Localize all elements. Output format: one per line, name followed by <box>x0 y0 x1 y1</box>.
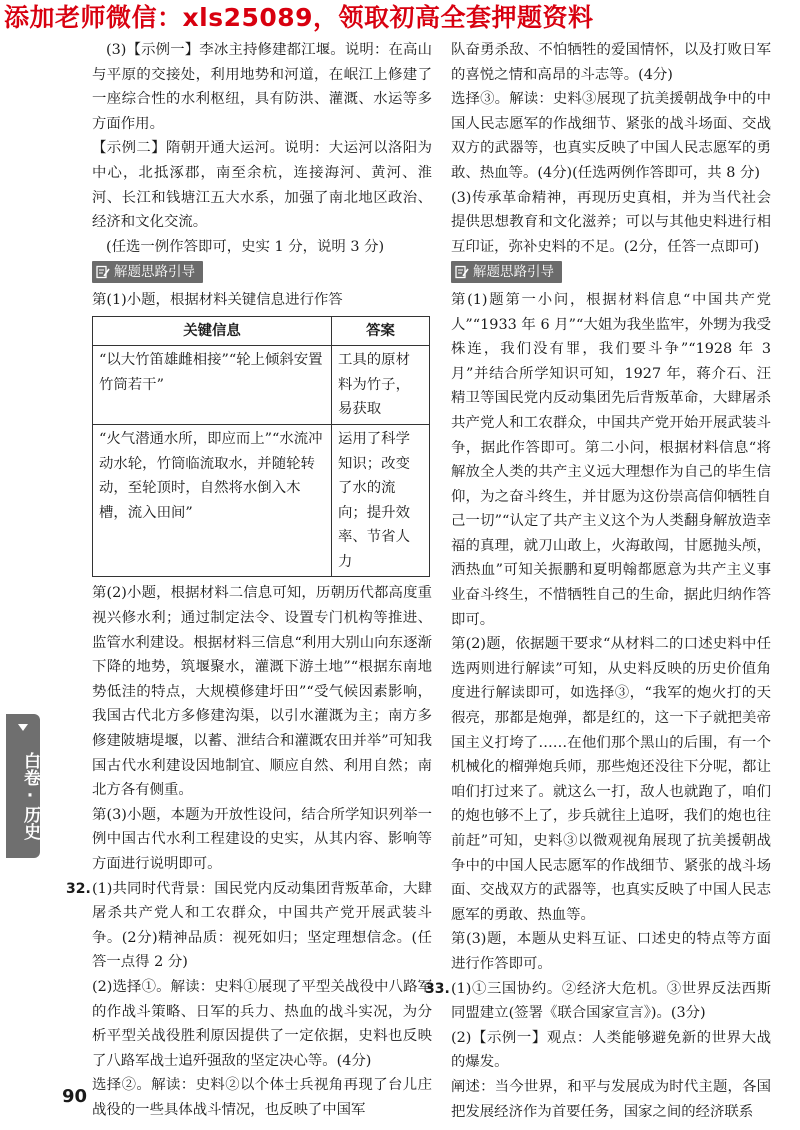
guide-heading-label: 解题思路引导 <box>473 264 554 281</box>
answer-paragraph: 选择③。解读：史料③展现了抗美援朝战争中的中国人民志愿军的作战细节、紧张的战斗场面、交战双方的武器等，也真实反映了中国人民志愿军的勇敢、热血等。(4分)(任选两例作答即可，共 8 分) <box>451 91 771 181</box>
guide-heading <box>451 261 562 283</box>
side-tab-label: 白卷·历史 <box>20 752 40 840</box>
table-cell: 运用了科学知识；改变了水的流向；提升效率、节省人力 <box>332 424 430 577</box>
table-cell: “以大竹笛雄雌相接”“轮上倾斜安置竹筒若干” <box>93 346 332 425</box>
promo-banner: 添加老师微信：xls25089，领取初高全套押题资料 <box>4 3 594 32</box>
answer-paragraph: 第(3)小题，本题为开放性设问，结合所学知识列举一例中国古代水利工程建设的史实，从其内容、影响等方面进行说明即可。 <box>92 806 432 872</box>
answer-paragraph: 阐述：当今世界，和平与发展成为时代主题，各国把发展经济作为首要任务，国家之间的经济联系 <box>451 1078 771 1120</box>
question-number: 33. <box>425 980 450 997</box>
answer-paragraph: 选择②。解读：史料②以个体士兵视角再现了台儿庄战役的一些具体战斗情况，也反映了中国军 <box>92 1077 432 1118</box>
triangle-down-icon <box>18 724 28 731</box>
answer-paragraph: 队奋勇杀敌、不怕牺牲的爱国情怀，以及打败日军的喜悦之情和高昂的斗志等。(4分) <box>451 42 771 83</box>
table-cell: “火气潜通水所，即应而上”“水流冲动水轮，竹筒临流取水，并随轮转动，至轮顶时，自然将水倒入木槽，流入田间” <box>93 424 332 577</box>
right-column <box>425 38 771 1124</box>
table-row <box>93 424 430 577</box>
question-32-answer <box>66 877 432 975</box>
answer-text: (1)①三国协约。②经济大危机。③世界反法西斯同盟建立(签署《联合国家宣言》)。(3分) <box>451 980 771 1022</box>
subject-side-tab <box>6 714 40 858</box>
question-number: 32. <box>66 880 91 897</box>
answer-paragraph: 第(2)题，依据题干要求“从材料二的口述史料中任选两则进行解读”可知，从史料反映的历史价值角度进行解读即可，如选择③，“我军的炮火打的天徦亮，那都是炮弹，都是红的，这一下子就把美帝国主义打垮了……在他们那个黑山的后围，有一个机械化的榴弹炮兵师，那些炮还没往下分呢，都让咱们打过来了。就这么一打，敌人也就跑了，咱们的炮也够不上了，步兵就往上追呀，我们的炮也往前赶”可知，史料③以微观视角展现了抗美援朝战争中的中国人民志愿军的作战细节、紧张的战斗场面、交战双方的武器等，也真实反映了中国人民志愿军的勇敢、热血等。 <box>451 636 771 923</box>
answer-paragraph: (2)选择①。解读：史料①展现了平型关战役中八路军的作战斗策略、日军的兵力、热血的战斗实况，为分析平型关战役胜利原因提供了一定依据，史料也反映了八路军战士追歼强敌的坚定决心等。(4分) <box>92 978 432 1069</box>
guide-heading <box>92 261 203 283</box>
answer-paragraph: 第(1)题第一小问，根据材料信息“中国共产党人”“1933 年 6 月”“大姐为我坐监牢，外甥为我受株连，我们没有罪，我们要斗争”“1928 年 3 月”并结合所学知识可知，1927 年，蒋介石、汪精卫等国民党内反动集团先后背叛革命，大肆屠杀共产党人和工农群众，中国共产党开始开展武装斗争，据此作答即可。第二小问，根据材料信息“将解放全人类的共产主义远大理想作为自己的毕生信仰，为之奋斗终生，并甘愿为这份崇高信仰牺牲自己一切”“认定了共产主义这个为人类翻身解放造幸福的真理，就刀山敢上，火海敢闯，甘愿抛头颅，洒热血”可知关振鹏和夏明翰都愿意为共产主义事业奋斗终生，不惜牺牲自己的生命，据此归纳作答即可。 <box>451 291 771 628</box>
table-header-cell: 关键信息 <box>93 316 332 346</box>
table-header-row <box>93 316 430 346</box>
answer-paragraph: 第(1)小题，根据材料关键信息进行作答 <box>92 291 343 308</box>
answer-paragraph: (2)【示例一】观点：人类能够避免新的世界大战的爆发。 <box>451 1029 771 1071</box>
table-row <box>93 346 430 425</box>
table-header-cell: 答案 <box>332 316 430 346</box>
answer-paragraph: 第(3)题，本题从史料互证、口述史的特点等方面进行作答即可。 <box>451 931 771 972</box>
answer-paragraph: (3)传承革命精神，再现历史真相，并为当代社会提供思想教育和文化滋养；可以与其他史料进行相互印证，弥补史料的不足。(2分，任答一点即可) <box>451 189 771 255</box>
answer-paragraph: 【示例二】隋朝开通大运河。说明：大运河以洛阳为中心，北抵涿郡，南至余杭，连接海河、黄河、淮河、长江和钱塘江五大水系，加强了南北地区政治、经济和文化交流。 <box>92 140 432 231</box>
guide-heading-label: 解题思路引导 <box>114 264 195 281</box>
key-info-table <box>92 316 430 578</box>
page-number: 90 <box>62 1086 88 1107</box>
answer-text: (1)共同时代背景：国民党内反动集团背叛革命，大肆屠杀共产党人和工农群众，中国共产党开展武装斗争。(2分)精神品质：视死如归；坚定理想信念。(任答一点得 2 分) <box>92 880 432 971</box>
notebook-pen-icon <box>96 265 110 279</box>
answer-note: (任选一例作答即可，史实 1 分，说明 3 分) <box>106 238 385 255</box>
notebook-pen-icon <box>455 265 469 279</box>
answer-paragraph: (3)【示例一】李冰主持修建都江堰。说明：在高山与平原的交接处，利用地势和河道，在岷江上修建了一座综合性的水利枢纽，具有防洪、灌溉、水运等多方面作用。 <box>92 42 432 132</box>
question-33-answer <box>425 977 771 1026</box>
answer-paragraph: 第(2)小题，根据材料二信息可知，历朝历代都高度重视兴修水利；通过制定法令、设置专门机构等推进、监管水利建设。根据材料三信息“利用大别山向东逐渐下降的地势，筑堰聚水，灌溉下游土地”“根据东南地势低洼的特点，大规模修建圩田”“受气候因素影响，我国古代北方多修建沟渠，以引水灌溉为主；南方多修建陂塘堤堰，以蓄、泄结合和灌溉农田并举”可知我国古代水利建设因地制宜、顺应自然、利用自然；南北方各有侧重。 <box>92 585 432 799</box>
table-cell: 工具的原材料为竹子，易获取 <box>332 346 430 425</box>
